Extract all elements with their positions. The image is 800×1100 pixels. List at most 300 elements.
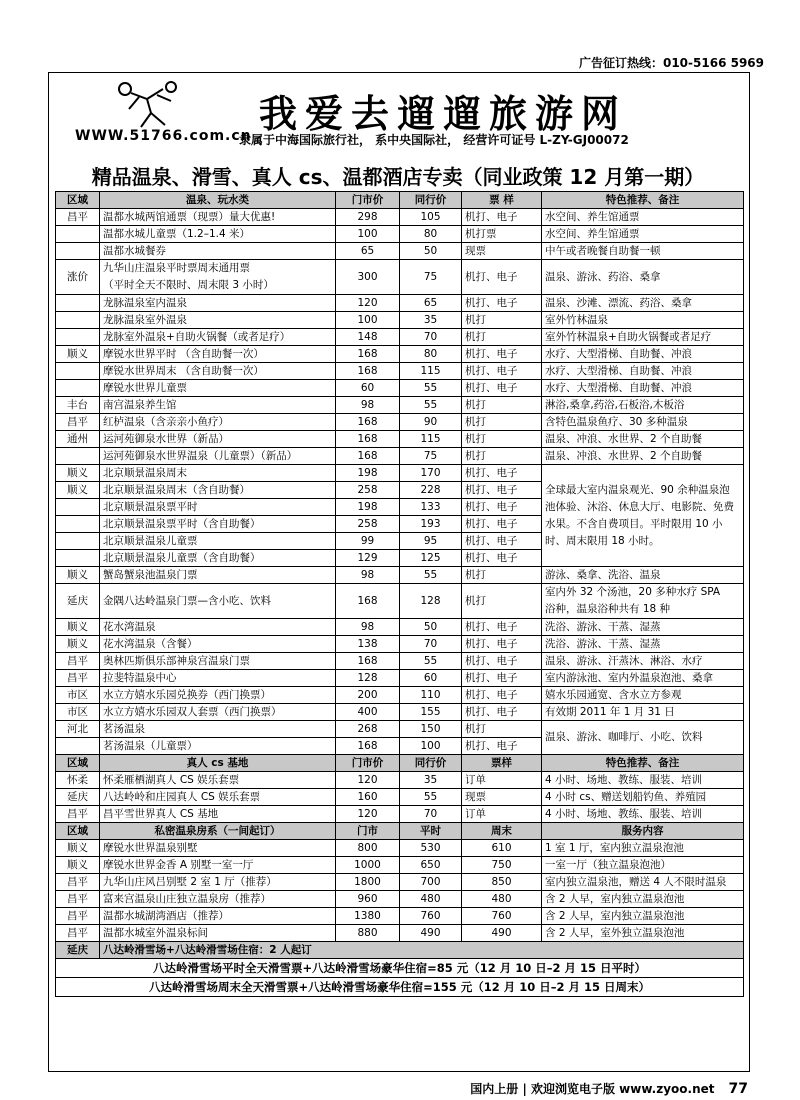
- table-cell: 顺义: [56, 465, 100, 482]
- table-cell: 平时: [400, 823, 462, 840]
- table-cell: 现票: [462, 243, 542, 260]
- table-cell: 610: [462, 840, 542, 857]
- table-cell: 机打: [462, 414, 542, 431]
- table-row: [56, 687, 744, 704]
- table-cell: 机打、电子: [462, 295, 542, 312]
- table-cell: 120: [336, 806, 400, 823]
- table-cell: 760: [462, 908, 542, 925]
- table-cell: 花水湾温泉: [100, 619, 336, 636]
- ad-hotline: 广告征订热线：010-5166 5969: [578, 56, 764, 70]
- table-cell: 55: [400, 380, 462, 397]
- table-row: [56, 653, 744, 670]
- table-cell: 机打、电子: [462, 738, 542, 755]
- table-cell: 顺义: [56, 636, 100, 653]
- table-cell: 4 小时、场地、教练、服装、培训: [542, 806, 744, 823]
- table-row: [56, 619, 744, 636]
- table-row: [56, 789, 744, 806]
- table-cell: 530: [400, 840, 462, 857]
- table-cell: 茗汤温泉（儿童票）: [100, 738, 336, 755]
- table-cell: 温泉、沙滩、漂流、药浴、桑拿: [542, 295, 744, 312]
- stick-figure-logo-icon: [111, 79, 181, 131]
- table-cell: 订单: [462, 806, 542, 823]
- table-cell: 机打、电子: [462, 533, 542, 550]
- table-cell: 摩锐水世界温泉别墅: [100, 840, 336, 857]
- table-cell: 99: [336, 533, 400, 550]
- table-row: [56, 312, 744, 329]
- table-cell: 洗浴、游泳、干蒸、湿蒸: [542, 636, 744, 653]
- table-cell: 95: [400, 533, 462, 550]
- table-cell: [56, 380, 100, 397]
- table-cell: 温泉、游泳、汗蒸沐、淋浴、水疗: [542, 653, 744, 670]
- table-cell: 中午或者晚餐自助餐一顿: [542, 243, 744, 260]
- table-cell: 温都水城餐券: [100, 243, 336, 260]
- villa-header-row: [56, 823, 744, 840]
- table-cell: 机打、电子: [462, 482, 542, 499]
- table-cell: 水立方嬉水乐园兑换券（西门换票）: [100, 687, 336, 704]
- column-header: 票 样: [462, 192, 542, 209]
- table-row: [56, 295, 744, 312]
- table-cell: 机打、电子: [462, 653, 542, 670]
- table-cell: 河北: [56, 721, 100, 738]
- table-cell: 昌平雪世界真人 CS 基地: [100, 806, 336, 823]
- table-cell: 温泉、冲浪、水世界、2 个自助餐: [542, 431, 744, 448]
- table-cell: 490: [462, 925, 542, 942]
- table-row: [56, 670, 744, 687]
- table-row: [56, 363, 744, 380]
- table-row: [56, 925, 744, 942]
- footer-text: 国内上册 | 欢迎浏览电子版 www.zyoo.net: [470, 1082, 715, 1096]
- table-cell: 1800: [336, 874, 400, 891]
- table-cell: 昌平: [56, 653, 100, 670]
- table-cell: 周末: [462, 823, 542, 840]
- table-cell: 110: [400, 687, 462, 704]
- table-cell: 九华山庄风吕别墅 2 室 1 厅（推荐）: [100, 874, 336, 891]
- table-cell: 室内游泳池、室内外温泉泡池、桑拿: [542, 670, 744, 687]
- table-cell: 室内外 32 个汤池，20 多种水疗 SPA 浴种，温泉浴种共有 18 种: [542, 584, 744, 619]
- table-cell: 1000: [336, 857, 400, 874]
- table-cell: 800: [336, 840, 400, 857]
- table-row: [56, 704, 744, 721]
- table-cell: 龙脉温泉室外温泉: [100, 312, 336, 329]
- column-header: 特色推荐、备注: [542, 192, 744, 209]
- table-cell: 昌平: [56, 891, 100, 908]
- table-cell: 通州: [56, 431, 100, 448]
- table-cell: 193: [400, 516, 462, 533]
- table-row: [56, 636, 744, 653]
- table-cell: [56, 243, 100, 260]
- table-cell: 138: [336, 636, 400, 653]
- table-cell: 区域: [56, 755, 100, 772]
- brand-name: 我爱去遛遛旅游网: [259, 91, 628, 136]
- table-cell: 55: [400, 789, 462, 806]
- table-cell: 129: [336, 550, 400, 567]
- table-cell: 区域: [56, 823, 100, 840]
- table-cell: 北京顺景温泉儿童票（含自助餐）: [100, 550, 336, 567]
- table-cell: 258: [336, 482, 400, 499]
- table-cell: 红栌温泉（含亲亲小鱼疗）: [100, 414, 336, 431]
- table-cell: 850: [462, 874, 542, 891]
- table-cell: 北京顺景温泉票平时: [100, 499, 336, 516]
- table-cell: 125: [400, 550, 462, 567]
- table-cell: 机打: [462, 312, 542, 329]
- table-cell: 顺义: [56, 346, 100, 363]
- table-cell: 机打、电子: [462, 636, 542, 653]
- table-cell: 淋浴,桑拿,药浴,石板浴,木板浴: [542, 397, 744, 414]
- table-row: [56, 380, 744, 397]
- table-row: [56, 567, 744, 584]
- table-cell: 南宫温泉养生馆: [100, 397, 336, 414]
- table-cell: 机打、电子: [462, 465, 542, 482]
- table-header-row: [56, 192, 744, 209]
- table-cell: 含特色温泉鱼疗、30 多种温泉: [542, 414, 744, 431]
- table-row: [56, 397, 744, 414]
- table-row: [56, 329, 744, 346]
- table-cell: 八达岭滑雪场+八达岭滑雪场住宿：2 人起订: [100, 942, 744, 959]
- table-cell: 门市价: [336, 755, 400, 772]
- table-cell: 650: [400, 857, 462, 874]
- table-cell: 北京顺景温泉周末: [100, 465, 336, 482]
- table-cell: [56, 516, 100, 533]
- table-cell: 北京顺景温泉票平时（含自助餐）: [100, 516, 336, 533]
- table-cell: 龙脉温泉室内温泉: [100, 295, 336, 312]
- table-cell: [56, 448, 100, 465]
- table-cell: 温泉、游泳、咖啡厅、小吃、饮料: [542, 721, 744, 755]
- table-cell: 八达岭滑雪场周末全天滑雪票+八达岭滑雪场豪华住宿=155 元（12 月 10 日–2 月 15 日周末）: [56, 978, 744, 997]
- table-cell: 龙脉室外温泉+自助火锅餐（或者足疗）: [100, 329, 336, 346]
- table-row: [56, 209, 744, 226]
- table-cell: 洗浴、游泳、干蒸、湿蒸: [542, 619, 744, 636]
- table-cell: 顺义: [56, 567, 100, 584]
- table-cell: 100: [400, 738, 462, 755]
- table-cell: 市区: [56, 704, 100, 721]
- table-cell: 4 小时、场地、教练、服装、培训: [542, 772, 744, 789]
- table-cell: 市区: [56, 687, 100, 704]
- table-cell: 水疗、大型滑梯、自助餐、冲浪: [542, 346, 744, 363]
- table-cell: 198: [336, 465, 400, 482]
- table-cell: 真人 cs 基地: [100, 755, 336, 772]
- column-header: 区域: [56, 192, 100, 209]
- table-cell: 涨价: [56, 260, 100, 295]
- table-cell: 特色推荐、备注: [542, 755, 744, 772]
- table-cell: 168: [336, 584, 400, 619]
- column-header: 门市价: [336, 192, 400, 209]
- table-cell: 960: [336, 891, 400, 908]
- table-cell: 室外竹林温泉+自助火锅餐或者足疗: [542, 329, 744, 346]
- table-cell: 750: [462, 857, 542, 874]
- table-cell: [56, 550, 100, 567]
- table-cell: 丰台: [56, 397, 100, 414]
- table-cell: 160: [336, 789, 400, 806]
- table-row: [56, 226, 744, 243]
- table-cell: 一室一厅（独立温泉泡池）: [542, 857, 744, 874]
- table-cell: 怀柔雁栖湖真人 CS 娱乐套票: [100, 772, 336, 789]
- table-row: [56, 414, 744, 431]
- ski-promo-row: [56, 959, 744, 978]
- table-cell: 昌平: [56, 925, 100, 942]
- table-cell: 金隅八达岭温泉门票—含小吃、饮料: [100, 584, 336, 619]
- table-cell: 50: [400, 243, 462, 260]
- table-cell: 私密温泉房系（一间起订）: [100, 823, 336, 840]
- table-cell: 98: [336, 619, 400, 636]
- table-cell: 70: [400, 636, 462, 653]
- table-cell: 全球最大室内温泉观光、90 余种温泉泡池体验、沐浴、休息大厅、电影院、免费水果。不含自费项目。平时限用 10 小时、周末限用 18 小时。: [542, 465, 744, 567]
- ski-promo-row: [56, 978, 744, 997]
- table-row: [56, 584, 744, 619]
- table-cell: 奥林匹斯俱乐部神泉宫温泉门票: [100, 653, 336, 670]
- table-cell: 温都水城两馆通票（现票）量大优惠!: [100, 209, 336, 226]
- table-cell: 170: [400, 465, 462, 482]
- table-cell: 168: [336, 653, 400, 670]
- table-cell: 温泉、游泳、药浴、桑拿: [542, 260, 744, 295]
- table-cell: 168: [336, 346, 400, 363]
- table-cell: 128: [400, 584, 462, 619]
- table-cell: 温都水城儿童票（1.2–1.4 米）: [100, 226, 336, 243]
- table-cell: 490: [400, 925, 462, 942]
- table-cell: 水立方嬉水乐园双人套票（西门换票）: [100, 704, 336, 721]
- table-cell: 70: [400, 806, 462, 823]
- price-table: [55, 191, 744, 997]
- table-row: [56, 874, 744, 891]
- table-cell: 168: [336, 431, 400, 448]
- table-cell: 35: [400, 772, 462, 789]
- table-cell: [56, 533, 100, 550]
- table-row: [56, 465, 744, 482]
- table-cell: 机打、电子: [462, 704, 542, 721]
- table-cell: 80: [400, 346, 462, 363]
- table-cell: 水空间、养生馆通票: [542, 209, 744, 226]
- table-cell: 怀柔: [56, 772, 100, 789]
- table-cell: 机打、电子: [462, 550, 542, 567]
- table-cell: 机打: [462, 448, 542, 465]
- table-cell: 168: [336, 448, 400, 465]
- table-cell: 880: [336, 925, 400, 942]
- table-cell: 机打、电子: [462, 499, 542, 516]
- table-cell: 机打: [462, 397, 542, 414]
- table-cell: 运河苑御泉水世界温泉（儿童票）（新品）: [100, 448, 336, 465]
- table-cell: 票样: [462, 755, 542, 772]
- page-number: 77: [728, 1081, 748, 1097]
- table-cell: 75: [400, 260, 462, 295]
- table-cell: 顺义: [56, 482, 100, 499]
- table-cell: 298: [336, 209, 400, 226]
- table-cell: 480: [400, 891, 462, 908]
- table-cell: 258: [336, 516, 400, 533]
- table-cell: 摩锐水世界儿童票: [100, 380, 336, 397]
- table-cell: 机打: [462, 721, 542, 738]
- table-cell: [56, 295, 100, 312]
- table-cell: 机打票: [462, 226, 542, 243]
- table-cell: 300: [336, 260, 400, 295]
- table-cell: 延庆: [56, 789, 100, 806]
- table-cell: 订单: [462, 772, 542, 789]
- table-cell: 1380: [336, 908, 400, 925]
- table-cell: 120: [336, 772, 400, 789]
- table-row: [56, 806, 744, 823]
- table-cell: 机打、电子: [462, 363, 542, 380]
- table-cell: 拉斐特温泉中心: [100, 670, 336, 687]
- table-cell: 115: [400, 363, 462, 380]
- table-cell: 4 小时 cs、赠送划船钓鱼、养殖园: [542, 789, 744, 806]
- table-row: [56, 346, 744, 363]
- table-cell: 有效期 2011 年 1 月 31 日: [542, 704, 744, 721]
- table-cell: 168: [336, 738, 400, 755]
- table-cell: 机打、电子: [462, 687, 542, 704]
- table-cell: 延庆: [56, 942, 100, 959]
- table-cell: 延庆: [56, 584, 100, 619]
- table-cell: 昌平: [56, 209, 100, 226]
- table-cell: 480: [462, 891, 542, 908]
- table-cell: 含 2 人早，室外独立温泉泡池: [542, 925, 744, 942]
- table-cell: 水疗、大型滑梯、自助餐、冲浪: [542, 363, 744, 380]
- ski-header-row: [56, 942, 744, 959]
- table-cell: 75: [400, 448, 462, 465]
- table-row: [56, 431, 744, 448]
- table-cell: 现票: [462, 789, 542, 806]
- table-cell: 60: [336, 380, 400, 397]
- table-cell: 昌平: [56, 806, 100, 823]
- table-cell: 花水湾温泉（含餐）: [100, 636, 336, 653]
- table-cell: 机打、电子: [462, 209, 542, 226]
- table-cell: 北京顺景温泉周末（含自助餐）: [100, 482, 336, 499]
- table-cell: 150: [400, 721, 462, 738]
- table-cell: 九华山庄温泉平时票周末通用票 （平时全天不限时、周末限 3 小时）: [100, 260, 336, 295]
- cs-header-row: [56, 755, 744, 772]
- table-cell: 机打、电子: [462, 380, 542, 397]
- table-cell: [56, 312, 100, 329]
- table-cell: 机打: [462, 329, 542, 346]
- table-cell: 65: [400, 295, 462, 312]
- table-cell: 机打、电子: [462, 619, 542, 636]
- table-row: [56, 243, 744, 260]
- table-cell: 168: [336, 363, 400, 380]
- table-cell: 机打、电子: [462, 260, 542, 295]
- table-cell: 八达岭岭和庄园真人 CS 娱乐套票: [100, 789, 336, 806]
- table-cell: 水空间、养生馆通票: [542, 226, 744, 243]
- table-cell: 35: [400, 312, 462, 329]
- table-row: [56, 908, 744, 925]
- table-cell: 133: [400, 499, 462, 516]
- table-cell: 198: [336, 499, 400, 516]
- table-cell: 茗汤温泉: [100, 721, 336, 738]
- table-cell: 120: [336, 295, 400, 312]
- table-cell: 168: [336, 414, 400, 431]
- table-cell: 摩锐水世界平时 （含自助餐一次）: [100, 346, 336, 363]
- table-cell: 148: [336, 329, 400, 346]
- table-cell: 机打: [462, 584, 542, 619]
- table-row: [56, 840, 744, 857]
- table-cell: 70: [400, 329, 462, 346]
- table-cell: 55: [400, 567, 462, 584]
- table-cell: 65: [336, 243, 400, 260]
- table-cell: 100: [336, 226, 400, 243]
- table-cell: 760: [400, 908, 462, 925]
- table-row: [56, 857, 744, 874]
- table-cell: 700: [400, 874, 462, 891]
- table-cell: 温都水城湖湾酒店（推荐）: [100, 908, 336, 925]
- table-cell: 155: [400, 704, 462, 721]
- table-cell: 水疗、大型滑梯、自助餐、冲浪: [542, 380, 744, 397]
- table-cell: 顺义: [56, 619, 100, 636]
- table-cell: 温泉、冲浪、水世界、2 个自助餐: [542, 448, 744, 465]
- table-cell: 八达岭滑雪场平时全天滑雪票+八达岭滑雪场豪华住宿=85 元（12 月 10 日–2 月 15 日平时）: [56, 959, 744, 978]
- table-cell: 60: [400, 670, 462, 687]
- table-cell: 55: [400, 397, 462, 414]
- table-cell: 摩锐水世界周末 （含自助餐一次）: [100, 363, 336, 380]
- table-cell: 含 2 人早，室内独立温泉泡池: [542, 891, 744, 908]
- table-cell: 蟹岛蟹泉池温泉门票: [100, 567, 336, 584]
- table-cell: 200: [336, 687, 400, 704]
- table-cell: 门市: [336, 823, 400, 840]
- brand-subtitle: 隶属于中海国际旅行社， 系中央国际社， 经营许可证号 L-ZY-GJ00072: [239, 133, 629, 147]
- table-cell: [56, 226, 100, 243]
- table-cell: [56, 738, 100, 755]
- page-footer: [48, 1080, 748, 1097]
- table-cell: 昌平: [56, 670, 100, 687]
- table-cell: 室内独立温泉池，赠送 4 人不限时温泉: [542, 874, 744, 891]
- table-cell: 昌平: [56, 874, 100, 891]
- table-row: [56, 772, 744, 789]
- brand-header: [49, 73, 749, 157]
- table-cell: [56, 329, 100, 346]
- table-cell: 1 室 1 厅，室内独立温泉泡池: [542, 840, 744, 857]
- table-row: [56, 260, 744, 295]
- table-cell: 228: [400, 482, 462, 499]
- table-cell: 富来宫温泉山庄独立温泉房（推荐）: [100, 891, 336, 908]
- table-cell: 115: [400, 431, 462, 448]
- table-cell: 北京顺景温泉儿童票: [100, 533, 336, 550]
- table-cell: [56, 499, 100, 516]
- table-cell: 摩锐水世界金香 A 别墅一室一厅: [100, 857, 336, 874]
- table-cell: 嬉水乐园通宽、含水立方参观: [542, 687, 744, 704]
- table-cell: 含 2 人早，室内独立温泉泡池: [542, 908, 744, 925]
- column-header: 温泉、玩水类: [100, 192, 336, 209]
- table-cell: 机打、电子: [462, 670, 542, 687]
- table-cell: [56, 363, 100, 380]
- table-cell: 98: [336, 567, 400, 584]
- table-cell: 80: [400, 226, 462, 243]
- page-frame: [48, 72, 750, 1072]
- table-cell: 游泳、桑拿、洗浴、温泉: [542, 567, 744, 584]
- table-cell: 机打: [462, 431, 542, 448]
- table-cell: 室外竹林温泉: [542, 312, 744, 329]
- table-row: [56, 721, 744, 738]
- table-cell: 服务内容: [542, 823, 744, 840]
- table-row: [56, 891, 744, 908]
- brand-site: WWW.51766.com.cn: [75, 128, 252, 144]
- table-cell: 温都水城室外温泉标间: [100, 925, 336, 942]
- table-cell: 100: [336, 312, 400, 329]
- table-cell: 98: [336, 397, 400, 414]
- table-cell: 128: [336, 670, 400, 687]
- table-cell: 机打: [462, 567, 542, 584]
- table-cell: 55: [400, 653, 462, 670]
- table-cell: 昌平: [56, 908, 100, 925]
- table-cell: 同行价: [400, 755, 462, 772]
- column-header: 同行价: [400, 192, 462, 209]
- table-row: [56, 448, 744, 465]
- table-cell: 顺义: [56, 840, 100, 857]
- table-cell: 运河苑御泉水世界（新品）: [100, 431, 336, 448]
- table-cell: 机打、电子: [462, 516, 542, 533]
- table-cell: 105: [400, 209, 462, 226]
- table-cell: 顺义: [56, 857, 100, 874]
- table-cell: 400: [336, 704, 400, 721]
- table-cell: 50: [400, 619, 462, 636]
- table-cell: 昌平: [56, 414, 100, 431]
- table-cell: 机打、电子: [462, 346, 542, 363]
- page-headline: 精品温泉、滑雪、真人 cs、温都酒店专卖（同业政策 12 月第一期）: [91, 165, 705, 189]
- table-cell: 90: [400, 414, 462, 431]
